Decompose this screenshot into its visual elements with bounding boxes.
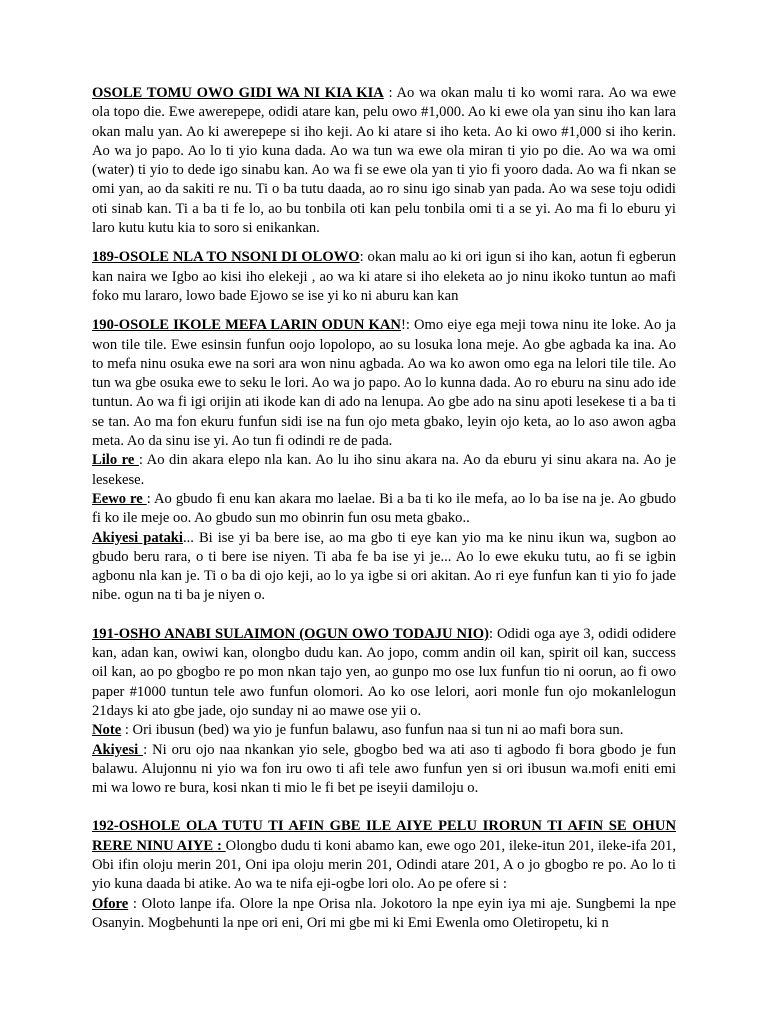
heading-separator: : bbox=[383, 85, 397, 101]
section-body: Omo eiye ega meji towa ninu ite loke. Ao ja won tile tile. Ewe esinsin funfun oojo lopolopo, ao su losuka lona meje. Ao gbe agbada ka ina. Ao to mefa ninu osuka ewe na sori ara won ninu agbada. Ao wa ko awon omo ega na lelori tile tile. Ao tun wa gbe osuka ewe to seku le lori. Ao wa jo papo. Ao lo kunna dada. Ao ro eburu na sinu ado ide tuntun. Ao wa fi igi orijin ati ikode kan di ado na lenupa. Ao gbe ado na sinu apoti lesekese ti a ba ti se tan. Ao ma fon ekuru funfun sidi ise na fun ojo meta gbako, leyin ojo keta, ao lo aso awon agba meta. Ao da sinu ise yi. Ao tun fi odindi re de pada. bbox=[92, 317, 676, 450]
section-body: Olongbo dudu ti koni abamo kan, ewe ogo 201, ileke-itun 201, ileke-ifa 201, Obi ifin oloju merin 201, Oni ipa oloju merin 201, Odindi atare 201, A o jo gbogbo re po. Ao lo ti yio kuna daada bi atike. Ao wa te nifa eji-ogbe lori olo. Ao pe ofere si : bbox=[92, 837, 676, 893]
note-text: Ao din akara elepo nla kan. Ao lu iho sinu akara na. Ao da eburu yi sinu akara na. Ao je lesekese. bbox=[92, 452, 676, 488]
note-separator: : bbox=[121, 722, 133, 739]
section-heading: 191-OSHO ANABI SULAIMON (OGUN OWO TODAJU NIO) bbox=[92, 625, 489, 642]
section-body: Odidi oga aye 3, odidi odidere kan, adan kan, owiwi kan, olongbo dudu kan. Ao jopo, comm andin oil kan, spirit oil kan, success oil kan, ao po gbogbo re po mon nkan tajo yen, ao gunpo mo ose lux funfun tio ni oorun, ao fi owo paper #1000 tuntun tele awo funfun olomori. Ao ko ose lelori, aori monle fun ojo mokanlelogun 21days ki ato gbe jade, ojo sunday ni ao mawe ose yii o. bbox=[92, 625, 677, 719]
heading-separator: : bbox=[359, 249, 368, 266]
note-observation bbox=[92, 741, 676, 799]
note-label: Eewo re bbox=[92, 490, 147, 507]
heading-separator: !: bbox=[400, 317, 415, 334]
section-recipe-189 bbox=[92, 248, 676, 306]
section-heading: 192-OSHOLE OLA TUTU TI AFIN GBE ILE AIYE PELU IRORUN TI AFIN SE OHUN RERE NINU AIYE : bbox=[92, 818, 676, 854]
section-recipe bbox=[92, 84, 676, 238]
note-separator: ... bbox=[182, 529, 199, 546]
note-usage bbox=[92, 451, 676, 490]
note-label: Lilo re bbox=[92, 452, 139, 469]
note-text: Bi ise yi ba bere ise, ao ma gbo ti eye kan yio ma ke ninu ikun wa, sugbon ao gbudo beru rara, o ti bere ise niyen. Ti aba fe ba ise yi je... Ao lo ewe ekuku tutu, ao fi se igbin agbonu nla kan je. Ti o ba di ojo keji, ao lo ya igbe si ori akitan. Ao ri eye funfun kan ti yio fo jade nibe. ogun na ti ba je niyen o. bbox=[92, 529, 677, 604]
section-heading: 190-OSOLE IKOLE MEFA LARIN ODUN KAN bbox=[92, 317, 401, 334]
section-recipe-191 bbox=[92, 625, 676, 721]
section-heading: 189-OSOLE NLA TO NSONI DI OLOWO bbox=[92, 249, 360, 266]
note-text: Oloto lanpe ifa. Olore la npe Orisa nla. Jokotoro la npe eyin iya mi aje. Sungbemi la npe Osanyin. Mogbehunti la npe ori eni, Ori mi gbe mi ki Emi Ewenla omo Oletiropetu, ki n bbox=[92, 895, 676, 931]
note-label: Ofore bbox=[92, 895, 129, 912]
section-body: okan malu ao ki ori igun si iho kan, aotun fi egberun kan naira we Igbo ao kisi iho elekeji , ao wa ki atare si iho eleketa ao jo ninu ikoko tuntun ao mafi foko mu lararo, lowo bade Ejowo se ise yi ko ni aburu kan kan bbox=[92, 249, 677, 304]
note-separator: : bbox=[146, 490, 154, 507]
note-note bbox=[92, 721, 676, 740]
note-label: Note bbox=[92, 722, 122, 739]
note-separator: : bbox=[138, 452, 147, 469]
note-taboo bbox=[92, 490, 676, 529]
note-text: Ao gbudo fi enu kan akara mo laelae. Bi a ba ti ko ile mefa, ao lo ba ise na je. Ao gbudo fi ko ile meje oo. Ao gbudo sun mo obinrin fun osu meta gbako.. bbox=[92, 490, 676, 527]
note-text: Ni oru ojo naa nkankan yio sele, gbogbo bed wa ati aso ti agbodo fi bora gbodo je fun balawu. Alujonnu ni yio wa fon iru owo ti afi tele awo funfun yen si ori ibusun wa.mofi eniti emi mi wa lowo re bura, kosi nkan ti mio le fi bet pe iseyii damiloju o. bbox=[92, 741, 677, 797]
note-label: Akiyesi pataki bbox=[92, 529, 183, 546]
note-text: Ori ibusun (bed) wa yio je funfun balawu, aso funfun naa si tun ni ao mafi bora sun. bbox=[132, 722, 624, 739]
note-separator: : bbox=[128, 895, 142, 912]
note-invocation bbox=[92, 895, 676, 934]
note-label: Akiyesi bbox=[92, 741, 144, 758]
note-important bbox=[92, 529, 676, 606]
section-heading: OSOLE TOMU OWO GIDI WA NI KIA KIA bbox=[92, 85, 384, 101]
section-recipe-190 bbox=[92, 316, 676, 451]
note-separator: : bbox=[143, 741, 153, 758]
section-body: Ao wa okan malu ti ko womi rara. Ao wa ewe ola topo die. Ewe awerepepe, odidi atare kan, pelu owo #1,000. Ao ki ewe ola yan sinu iho kan lara okan malu yan. Ao ki awerepepe si iho keji. Ao ki atare si iho keta. Ao ki owo #1,000 si iho kerin. Ao wa jo papo. Ao lo ti yio kuna dada. Ao wa tun wa ewe ola miran ti yio po die. Ao wa wa omi (water) ti yio to dede igo sinabu kan. Ao wa fi se ewe ola yan ti yio fi yooro dada. Ao wa fi nkan se omi yan, ao da sakiti re nu. Ti o ba tutu daada, ao ro sinu igo sinab yan pada. Ao wa sese toju odidi oti sinab kan. Ti a ba ti fe lo, ao bu tonbila oti kan pelu tonbila omi ti a se yi. Ao ma fi lo eburu yi laro kutu kutu kia to soro si enikankan. bbox=[92, 85, 676, 237]
heading-separator: : bbox=[488, 625, 497, 642]
section-recipe-192 bbox=[92, 817, 676, 894]
